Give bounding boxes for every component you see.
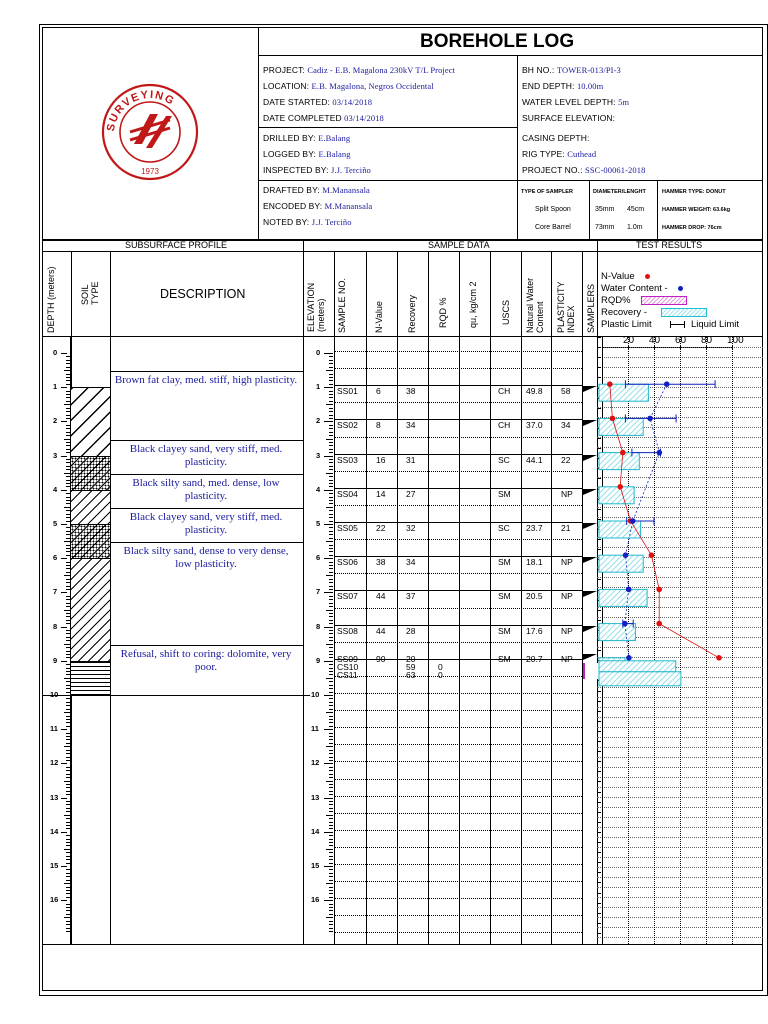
sample-uscs-cell: SM — [498, 653, 511, 664]
recovery-bar — [599, 555, 643, 572]
sample-uscs-cell: SC — [498, 454, 510, 465]
sample-no-cell: CS11 — [337, 669, 358, 680]
sample-rqd-cell: 0 — [438, 661, 443, 672]
header-label: PROJECT: — [263, 65, 308, 75]
sample-wc-cell: 44.1 — [526, 454, 543, 465]
sample-uscs-cell: SC — [498, 523, 510, 533]
sample-pi-cell: 21 — [561, 523, 571, 533]
depth-label: 3 — [53, 450, 58, 460]
col-sample-no: SAMPLE NO. — [337, 277, 347, 333]
legend-water: Water Content - — [601, 283, 683, 294]
depth-label: 5 — [53, 519, 58, 528]
depth-label: 0 — [53, 348, 58, 357]
sample-n-cell: 16 — [376, 454, 386, 465]
header-value: M.Manansala — [322, 185, 370, 195]
sample-n-cell: 44 — [376, 625, 386, 636]
hammer-weight: HAMMER WEIGHT: 63.6kg — [662, 207, 731, 213]
scale-label: 100 — [727, 335, 744, 346]
col-description: DESCRIPTION — [160, 287, 246, 301]
header-value: 10.00m — [576, 81, 604, 91]
sample-pi-cell: NP — [561, 557, 573, 568]
sample-wc-cell: 20.5 — [526, 591, 543, 602]
recovery-bar — [599, 661, 676, 672]
legend-liquid-limit: Liquid Limit — [691, 319, 740, 330]
sample-rec-cell: 32 — [406, 523, 416, 533]
sampler-header-hammer: HAMMER TYPE: DONUT — [662, 189, 726, 195]
depth-label: 4 — [53, 484, 58, 494]
legend-plastic-limit: Plastic Limit — [601, 319, 652, 330]
sample-pi-cell: NP — [561, 591, 573, 602]
sample-no-cell: SS04 — [337, 488, 358, 499]
sample-rec-cell: 34 — [406, 557, 416, 568]
elevation-label: 13 — [311, 792, 320, 802]
header-value: E.Balang — [318, 133, 351, 143]
header-value: TOWER-013/PI-3 — [556, 65, 621, 75]
sample-uscs-cell: SM — [498, 557, 511, 568]
section-subsurface-profile: SUBSURFACE PROFILE — [125, 240, 228, 250]
col-qu: qu, kg/cm 2 — [468, 281, 478, 328]
legend-rqd: RQD% — [601, 295, 687, 306]
header-label: WATER LEVEL DEPTH: — [522, 97, 619, 107]
scale-label: 80 — [701, 335, 713, 346]
elevation-label: 4 — [316, 484, 321, 494]
recovery-bar — [599, 672, 681, 686]
header-value: E.B. Magalona, Negros Occidental — [311, 81, 434, 91]
water-content-point — [647, 416, 653, 422]
hammer-drop: HAMMER DROP: 76cm — [662, 225, 722, 231]
header-label: PROJECT NO.: — [522, 165, 586, 175]
depth-label: 2 — [53, 416, 58, 426]
sample-n-cell: 8 — [376, 420, 381, 431]
soil-description: Brown fat clay, med. stiff, high plasticity. — [114, 374, 298, 387]
elevation-label: 8 — [316, 621, 321, 631]
water-content-point — [664, 381, 670, 387]
elevation-label: 6 — [316, 553, 321, 563]
depth-label: 6 — [53, 553, 58, 563]
sample-rec-cell: 28 — [406, 625, 416, 636]
svg-text:1973: 1973 — [141, 167, 159, 176]
header-label: DRAFTED BY: — [263, 185, 323, 195]
sample-uscs-cell: CH — [498, 420, 511, 431]
sampler-core-length: 1.0m — [627, 224, 643, 231]
elevation-label: 11 — [311, 724, 319, 734]
col-rqd: RQD % — [438, 297, 448, 328]
header-value: Cadiz - E.B. Magalona 230kV T/L Project — [307, 65, 456, 75]
header-label: CASING DEPTH: — [522, 133, 590, 143]
header-label: INSPECTED BY: — [263, 165, 332, 175]
sample-uscs-cell: CH — [498, 386, 511, 397]
sample-wc-cell: 37.0 — [526, 420, 543, 431]
header-label: END DEPTH: — [522, 81, 577, 91]
elevation-label: 14 — [311, 826, 320, 836]
depth-label: 14 — [50, 826, 59, 836]
sampler-header-type: TYPE OF SAMPLER — [521, 189, 573, 195]
elevation-label: 1 — [316, 382, 321, 392]
nvalue-point — [649, 552, 655, 558]
header-value: SSC-00061-2018 — [585, 165, 646, 175]
soil-description: Black silty sand, med. dense, low plasticity. — [132, 476, 280, 502]
sample-pi-cell: NP — [561, 488, 573, 499]
header-label: LOCATION: — [263, 81, 312, 91]
nvalue-point — [716, 655, 722, 661]
sample-no-cell: SS02 — [337, 420, 358, 431]
sample-pi-cell: NP — [561, 625, 573, 636]
water-content-point — [622, 621, 628, 627]
elevation-label: 0 — [316, 348, 321, 357]
sampler-core-diameter: 73mm — [595, 224, 615, 231]
header-label: DATE COMPLETED — [263, 113, 345, 123]
header-label: ENCODED BY: — [263, 201, 325, 211]
sample-no-cell: SS06 — [337, 557, 358, 568]
sample-uscs-cell: SM — [498, 625, 511, 636]
depth-label: 13 — [50, 792, 59, 802]
sample-no-cell: SS08 — [337, 625, 358, 636]
col-samplers: SAMPLERS — [586, 283, 596, 333]
col-uscs: USCS — [501, 299, 511, 325]
sample-wc-cell: 18.1 — [526, 557, 543, 568]
depth-label: 16 — [50, 895, 59, 905]
sampler-split-spoon: Split Spoon — [535, 206, 571, 213]
sample-no-cell: SS03 — [337, 454, 358, 465]
sample-rqd-cell: 0 — [438, 669, 443, 680]
depth-label: 12 — [50, 758, 59, 768]
sample-n-cell: 6 — [376, 386, 381, 397]
col-plasticity-index: PLASTICITY INDEX — [556, 281, 576, 333]
nvalue-point — [607, 381, 613, 387]
section-test-results: TEST RESULTS — [636, 240, 703, 250]
col-nvalue: N-Value — [374, 301, 384, 333]
recovery-bar — [599, 418, 643, 435]
sample-pi-cell: 34 — [561, 420, 571, 431]
sample-rec-cell: 63 — [406, 669, 416, 680]
sample-rec-cell: 34 — [406, 420, 416, 431]
col-water-content: Natural Water Content — [525, 277, 545, 333]
sample-n-cell: 22 — [376, 523, 386, 533]
sample-n-cell: 44 — [376, 591, 386, 602]
scale-label: 60 — [675, 335, 687, 346]
sample-n-cell: 90 — [376, 653, 386, 664]
header-value: J.J. Terciño — [311, 217, 352, 227]
sample-wc-cell: 20.7 — [526, 653, 543, 664]
sample-pi-cell: NP — [561, 653, 573, 664]
elevation-label: 15 — [311, 861, 320, 870]
soil-description: Black clayey sand, very stiff, med. plasticity. — [129, 442, 283, 468]
sample-n-cell: 38 — [376, 557, 386, 568]
depth-label: 15 — [50, 861, 59, 870]
sample-rec-cell: 38 — [406, 386, 416, 397]
header-value: 5m — [618, 97, 630, 107]
elevation-label: 5 — [316, 519, 321, 528]
header-value: 03/14/2018 — [344, 113, 384, 123]
sampler-header-diameter: DIAMETER/LENGHT — [593, 189, 646, 195]
sample-rec-cell: 37 — [406, 591, 416, 602]
sample-wc-cell: 23.7 — [526, 523, 543, 533]
water-content-point — [630, 518, 636, 524]
header-label: SURFACE ELEVATION: — [522, 113, 616, 123]
sample-rec-cell: 31 — [406, 454, 416, 465]
sample-wc-cell: 49.8 — [526, 386, 543, 397]
soil-description: Black silty sand, dense to very dense, low plasticity. — [123, 545, 289, 571]
sample-pi-cell: 58 — [561, 386, 571, 397]
sample-no-cell: SS07 — [337, 591, 358, 602]
nvalue-point — [610, 416, 616, 422]
sample-no-cell: SS09 — [337, 653, 358, 664]
header-value: 03/14/2018 — [332, 97, 373, 107]
soil-description: Refusal, shift to coring: dolomite, very poor. — [120, 647, 292, 673]
elevation-label: 10 — [311, 690, 320, 699]
elevation-label: 2 — [316, 416, 321, 426]
sampler-core-barrel: Core Barrel — [535, 224, 571, 231]
header-label: DRILLED BY: — [263, 133, 319, 143]
nvalue-point — [617, 484, 623, 490]
depth-label: 9 — [53, 655, 58, 665]
sample-uscs-cell: SM — [498, 488, 511, 499]
section-sample-data: SAMPLE DATA — [428, 240, 490, 250]
depth-label: 7 — [53, 587, 58, 597]
col-soil-type: SOIL TYPE — [80, 281, 100, 305]
scale-label: 20 — [623, 335, 635, 346]
legend-nvalue: N-Value — [601, 271, 650, 282]
depth-label: 1 — [53, 382, 58, 392]
recovery-bar — [599, 384, 648, 401]
elevation-label: 9 — [316, 655, 321, 665]
sample-no-cell: SS05 — [337, 523, 358, 533]
recovery-bar — [599, 487, 634, 504]
soil-description: Black clayey sand, very stiff, med. plasticity. — [129, 511, 283, 536]
header-label: RIG TYPE: — [522, 149, 568, 159]
col-depth: DEPTH (meters) — [46, 266, 56, 333]
depth-label: 11 — [50, 724, 58, 734]
elevation-label: 3 — [316, 450, 321, 460]
water-content-point — [657, 450, 663, 456]
recovery-bar — [599, 589, 647, 606]
header-label: LOGGED BY: — [263, 149, 319, 159]
elevation-label: 7 — [316, 587, 321, 597]
sample-uscs-cell: SM — [498, 591, 511, 602]
sample-wc-cell: 17.6 — [526, 625, 543, 636]
header-label: DATE STARTED: — [263, 97, 333, 107]
sample-rec-cell: 59 — [406, 661, 416, 672]
depth-label: 8 — [53, 621, 58, 631]
nvalue-point — [656, 587, 662, 593]
sample-no-cell: SS01 — [337, 386, 358, 397]
sample-rec-cell: 20 — [406, 653, 416, 664]
header-label: NOTED BY: — [263, 217, 312, 227]
elevation-label: 12 — [311, 758, 320, 768]
recovery-bar — [599, 521, 641, 538]
header-value: J.J. Terciño — [331, 165, 371, 175]
nvalue-point — [656, 621, 662, 627]
header-value: M.Manansala — [324, 201, 373, 211]
nvalue-point — [620, 450, 626, 456]
svg-text:SURVEYING: SURVEYING — [104, 88, 177, 133]
elevation-label: 16 — [311, 895, 320, 905]
water-content-point — [623, 552, 629, 558]
scale-label: 40 — [649, 335, 661, 346]
recovery-bar — [599, 624, 635, 641]
legend-recovery: Recovery - — [601, 307, 707, 318]
header-value: Cuthead — [567, 149, 597, 159]
sampler-split-diameter: 35mm — [595, 206, 615, 213]
sample-no-cell: CS10 — [337, 661, 359, 672]
sample-n-cell: 14 — [376, 488, 386, 499]
document-title: BOREHOLE LOG — [420, 31, 575, 52]
header-label: BH NO.: — [522, 65, 557, 75]
water-content-point — [626, 587, 632, 593]
header-value: E.Balang — [318, 149, 351, 159]
sampler-split-length: 45cm — [627, 206, 645, 213]
sample-rec-cell: 27 — [406, 488, 416, 499]
recovery-bar — [599, 453, 639, 470]
water-content-point — [626, 655, 632, 661]
col-elevation: ELEVATION (meters) — [306, 282, 326, 332]
sample-pi-cell: 22 — [561, 454, 571, 465]
col-recovery: Recovery — [407, 294, 417, 333]
